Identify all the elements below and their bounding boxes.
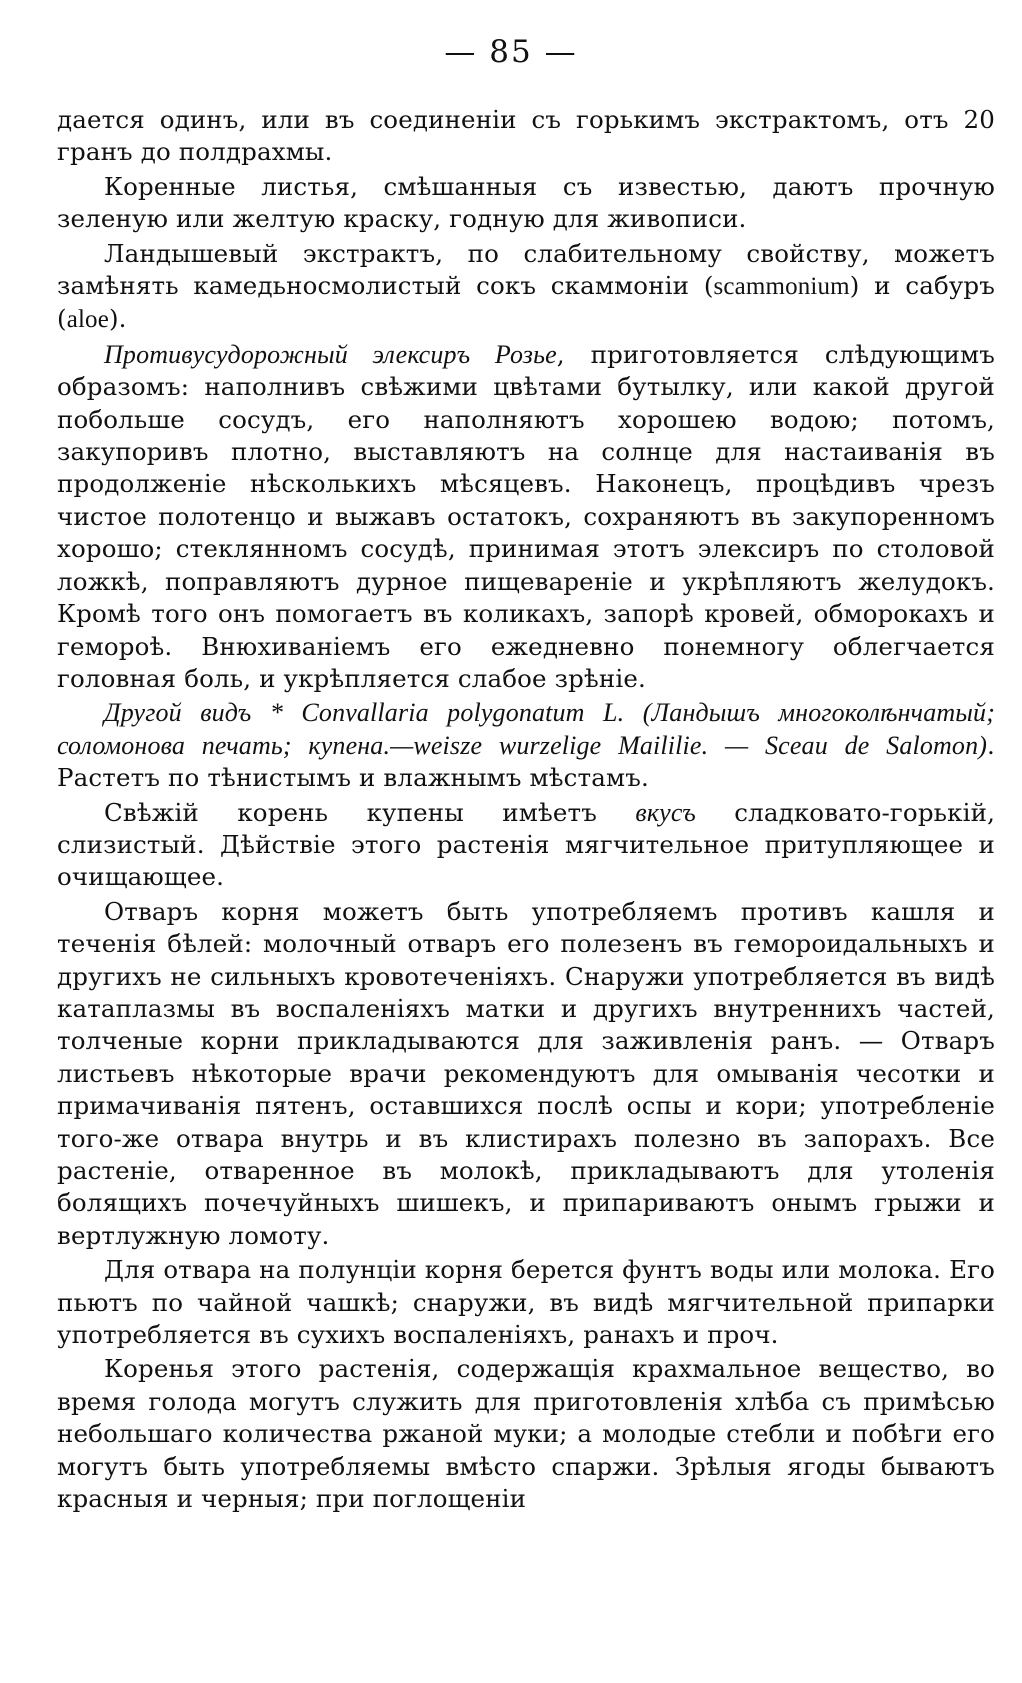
latin-aloe: aloe	[66, 306, 109, 334]
elixir-text: , приготовляется слѣдующимъ образомъ: наполнивъ свѣжими цвѣтами бутылку, или какой другой побольше сосудъ, его наполняютъ хорошею водою; потомъ, закупоривъ плотно, выставляютъ на солнце для настаиванiя въ продолженiе нѣсколькихъ мѣсяцевъ. Наконецъ, процѣдивъ чрезъ чистое полотенцо и выжавъ остатокъ, сохраняютъ въ закупоренномъ хорошо; стеклянномъ сосудѣ, принимая этотъ элексиръ по столовой ложкѣ, поправляютъ дурное пищеваренiе и укрѣпляютъ желудокъ. Кромѣ того онъ помогаетъ въ коликахъ, запорѣ кровей, обморокахъ и гемороѣ. Внюхиванiемъ его ежедневно понемногу облегчается головная боль, и укрѣпляется слабое зрѣнiе.	[57, 339, 995, 693]
extract-text-b: ) и сабуръ (	[57, 271, 996, 334]
paragraph-roots: Коренья этого растенiя, содержащiя крахмальное вещество, во время голода могутъ служить для приготовленiя хлѣба съ примѣсью небольшаго количества ржаной муки; а молодые стебли и побѣги его могутъ быть употребляемы вмѣсто спаржи. Зрѣлыя ягоды бываютъ красныя и черныя; при поглощенiи	[57, 1354, 995, 1514]
extract-text-c: ).	[108, 304, 127, 334]
extract-text-a: Ландышевый экстрактъ, по слабительному свойству, можетъ замѣнять камедьносмолистый сокъ скаммонiи (	[57, 238, 995, 301]
paragraph-elixir	[57, 339, 995, 695]
taste-italic: вкусъ	[635, 797, 696, 827]
paragraph-extract	[57, 238, 995, 337]
taste-text-b: сладковато-горькiй, слизистый. Дѣйствiе этого растенiя мягчительное притупляющее и очищающее.	[57, 797, 996, 892]
species-name: Другой видъ * Convallaria polygonatum L. (Ландышъ многоколѣнчатый; соломонова печать; купена.—weisze wurzelige Maililie. — Sceau de Salomon)	[57, 698, 995, 760]
latin-scammonium: scammonium	[713, 273, 850, 301]
taste-text-a: Свѣжiй корень купены имѣетъ	[104, 797, 636, 827]
paragraph-decoction: Отваръ корня можетъ быть употребляемъ противъ кашля и теченiя бѣлей: молочный отваръ его полезенъ въ гемороидальныхъ и другихъ не сильныхъ кровотеченiяхъ. Снаружи употребляется въ видѣ катаплазмы въ воспаленiяхъ матки и другихъ внутреннихъ частей, толченые корни прикладываются для заживленiя ранъ. — Отваръ листьевъ нѣкоторые врачи рекомендуютъ для омыванiя чесотки и примачиванiя пятенъ, оставшихся послѣ оспы и кори; употребленiе того-же отвара внутрь и въ клистирахъ полезно въ запорахъ. Все растенiе, отваренное въ молокѣ, прикладываютъ для утоленiя болящихъ почечуйныхъ шишекъ, и припариваютъ онымъ грыжи и вертлужную ломоту.	[57, 896, 995, 1250]
paragraph-dye: Коренные листья, смѣшанныя съ известью, даютъ прочную зеленую или желтую краску, годную для живописи.	[57, 171, 995, 234]
paragraph-species	[57, 697, 995, 794]
body-text	[57, 104, 995, 1517]
paragraph-dosage: Для отвара на полунцiи корня берется фунтъ воды или молока. Его пьютъ по чайной чашкѣ; снаружи, въ видѣ мягчительной припарки употребляется въ сухихъ воспаленiяхъ, ранахъ и проч.	[57, 1255, 995, 1350]
paragraph-continuation: дается одинъ, или въ соединенiи съ горькимъ экстрактомъ, отъ 20 гранъ до полдрахмы.	[57, 105, 995, 167]
page-number: — 85 —	[444, 34, 578, 70]
elixir-title: Противусудорожный элексиръ Розье	[104, 339, 557, 369]
paragraph-taste	[57, 797, 995, 894]
species-habitat: . Растетъ по тѣнистымъ и влажнымъ мѣстамъ.	[57, 730, 995, 793]
